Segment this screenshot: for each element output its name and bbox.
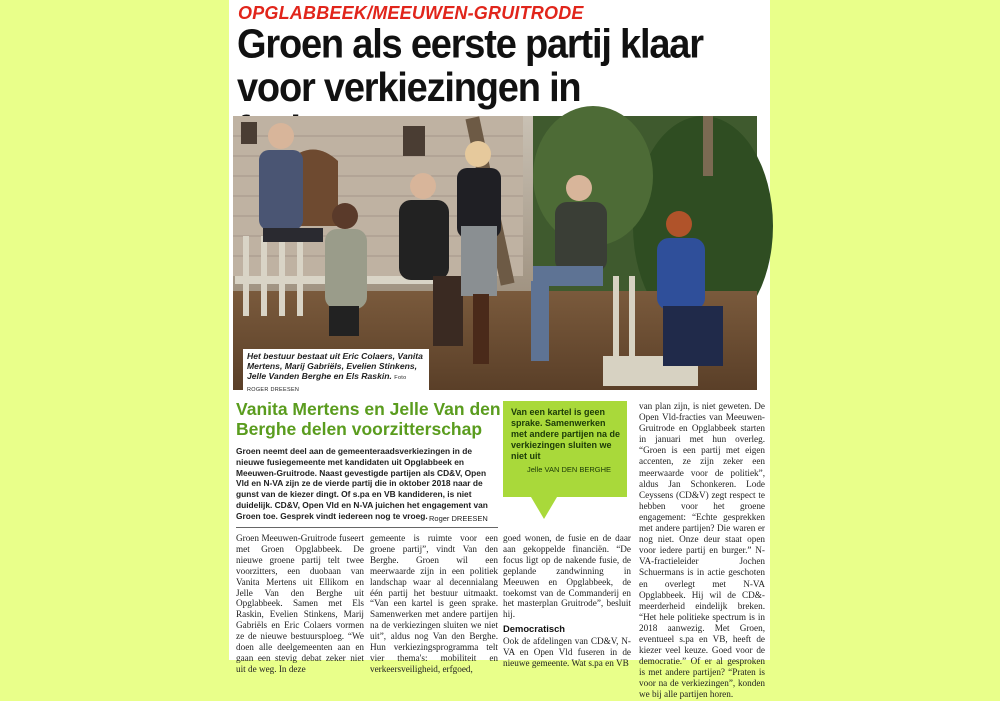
body-text: van plan zijn, is niet geweten. De Open Vld-fracties van Meeuwen-Gruitrode en Opglabbeek starten in januari met hun overleg. “Groen is een partij met eigen accenten, ze zijn zeker een meerwaarde voor de politiek”, aldus Jan Schonkeren. Lode Ceyssens (CD&V) zegt respect te hebben voor het groene engagement: “Echte gesprekken met andere partijen? Die waren er nog niet. Onze deur staat open voor iedere partij en burger.” N-VA-fractieleider Jochen Schuermans is in actie geschoten en overlegt met N-VA Opglabbeek. Hij wil de CD&- meerderheid eindelijk breken. “Het hele politieke spectrum is in 2018 aanwezig. Met Groen, eventueel s.pa en VB, heeft de kiezer veel keuze. Goed voor de democratie.” Of er al gesproken is met andere partijen? “Praten is voor na de verkiezingen”, konden we bij alle partijen horen. <box>639 401 765 700</box>
divider <box>236 527 498 528</box>
headline: Groen als eerste partij klaar voor verkiezingen in <box>237 21 703 111</box>
photo-caption <box>243 349 429 398</box>
photo-caption-text: Het bestuur bestaat uit Eric Colaers, Vanita Mertens, Marij Gabriëls, Evelien Stinkens, Jelle Vanden Berghe en Els Raskin. <box>247 351 423 381</box>
pull-quote <box>503 401 627 497</box>
subheadline: Vanita Mertens en Jelle Van den Berghe delen voorzitterschap <box>236 399 501 439</box>
body-column-3 <box>503 533 631 669</box>
byline: Roger DREESEN <box>429 514 488 523</box>
newspaper-clipping <box>229 0 770 700</box>
lead-paragraph: Groen neemt deel aan de gemeenteraadsverkiezingen in de nieuwe fusiegemeente met kandidaten uit Opglabbeek en Meeuwen-Gruitrode. Naast gevestigde partijen als CD&V, Open Vld en N-VA zijn ze de vierde partij die in oktober 2018 naar de gunst van de kiezer dingt. Of s.pa en VB kandideren, is niet duidelijk. CD&V, Open Vld en N-VA juichen het engagement van Groen toe. Gesprek vindt iedereen nog te vroeg. <box>236 446 488 521</box>
pull-quote-arrow <box>531 497 557 519</box>
body-text: Groen Meeuwen-Gruitrode fuseert met Groen Opglabbeek. De nieuwe groene partij telt twee voorzitters, een duobaan van Vanita Mertens uit Ellikom en Jelle Van den Berghe uit Opglabbeek. Samen met Els Raskin, Evelien Stinkens, Marij Gabriëls en Eric Colaers vormen ze de nieuwe bestuursploeg. “We doen alle deelgemeenten aan en gaan een stevig debat zeker niet uit de weg. In deze <box>236 533 364 674</box>
body-column-2 <box>370 533 498 675</box>
section-heading: Democratisch <box>503 623 566 635</box>
body-text: gemeente is ruimte voor een groene partij”, vindt Van den Berghe. Groen wil een meerwaarde zijn in een politiek landschap waar al decennialang één partij het bestuur uitmaakt. “Van een kartel is geen sprake. Samenwerken met andere partijen na de verkiezingen sluiten we niet uit”, aldus nog Van den Berghe. Hun verkiezingsprogramma telt vier thema's: mobiliteit en verkeersveiligheid, erfgoed, <box>370 533 498 674</box>
body-column-1 <box>236 533 364 675</box>
kicker: OPGLABBEEK/MEEUWEN-GRUITRODE <box>238 3 584 23</box>
pull-quote-text: Van een kartel is geen sprake. Samenwerken met andere partijen na de verkiezingen sluiten we niet uit <box>511 407 621 461</box>
body-text: Ook de afdelingen van CD&V, N-VA en Open Vld fuseren in de nieuwe gemeente. Wat s.pa en VB <box>503 636 631 668</box>
body-column-4 <box>639 401 765 701</box>
body-text: goed wonen, de fusie en de daar aan gekoppelde financiën. “De focus ligt op de nakende fusie, de geplande zandwinning in Meeuwen en Opglabbeek, de toekomst van de Commanderij en het masterplan Gruitrode”, besluit hij. <box>503 533 631 620</box>
pull-quote-author: Jelle VAN DEN BERGHE <box>527 465 612 474</box>
photo-credit: Foto ROGER DREESEN <box>247 375 407 393</box>
